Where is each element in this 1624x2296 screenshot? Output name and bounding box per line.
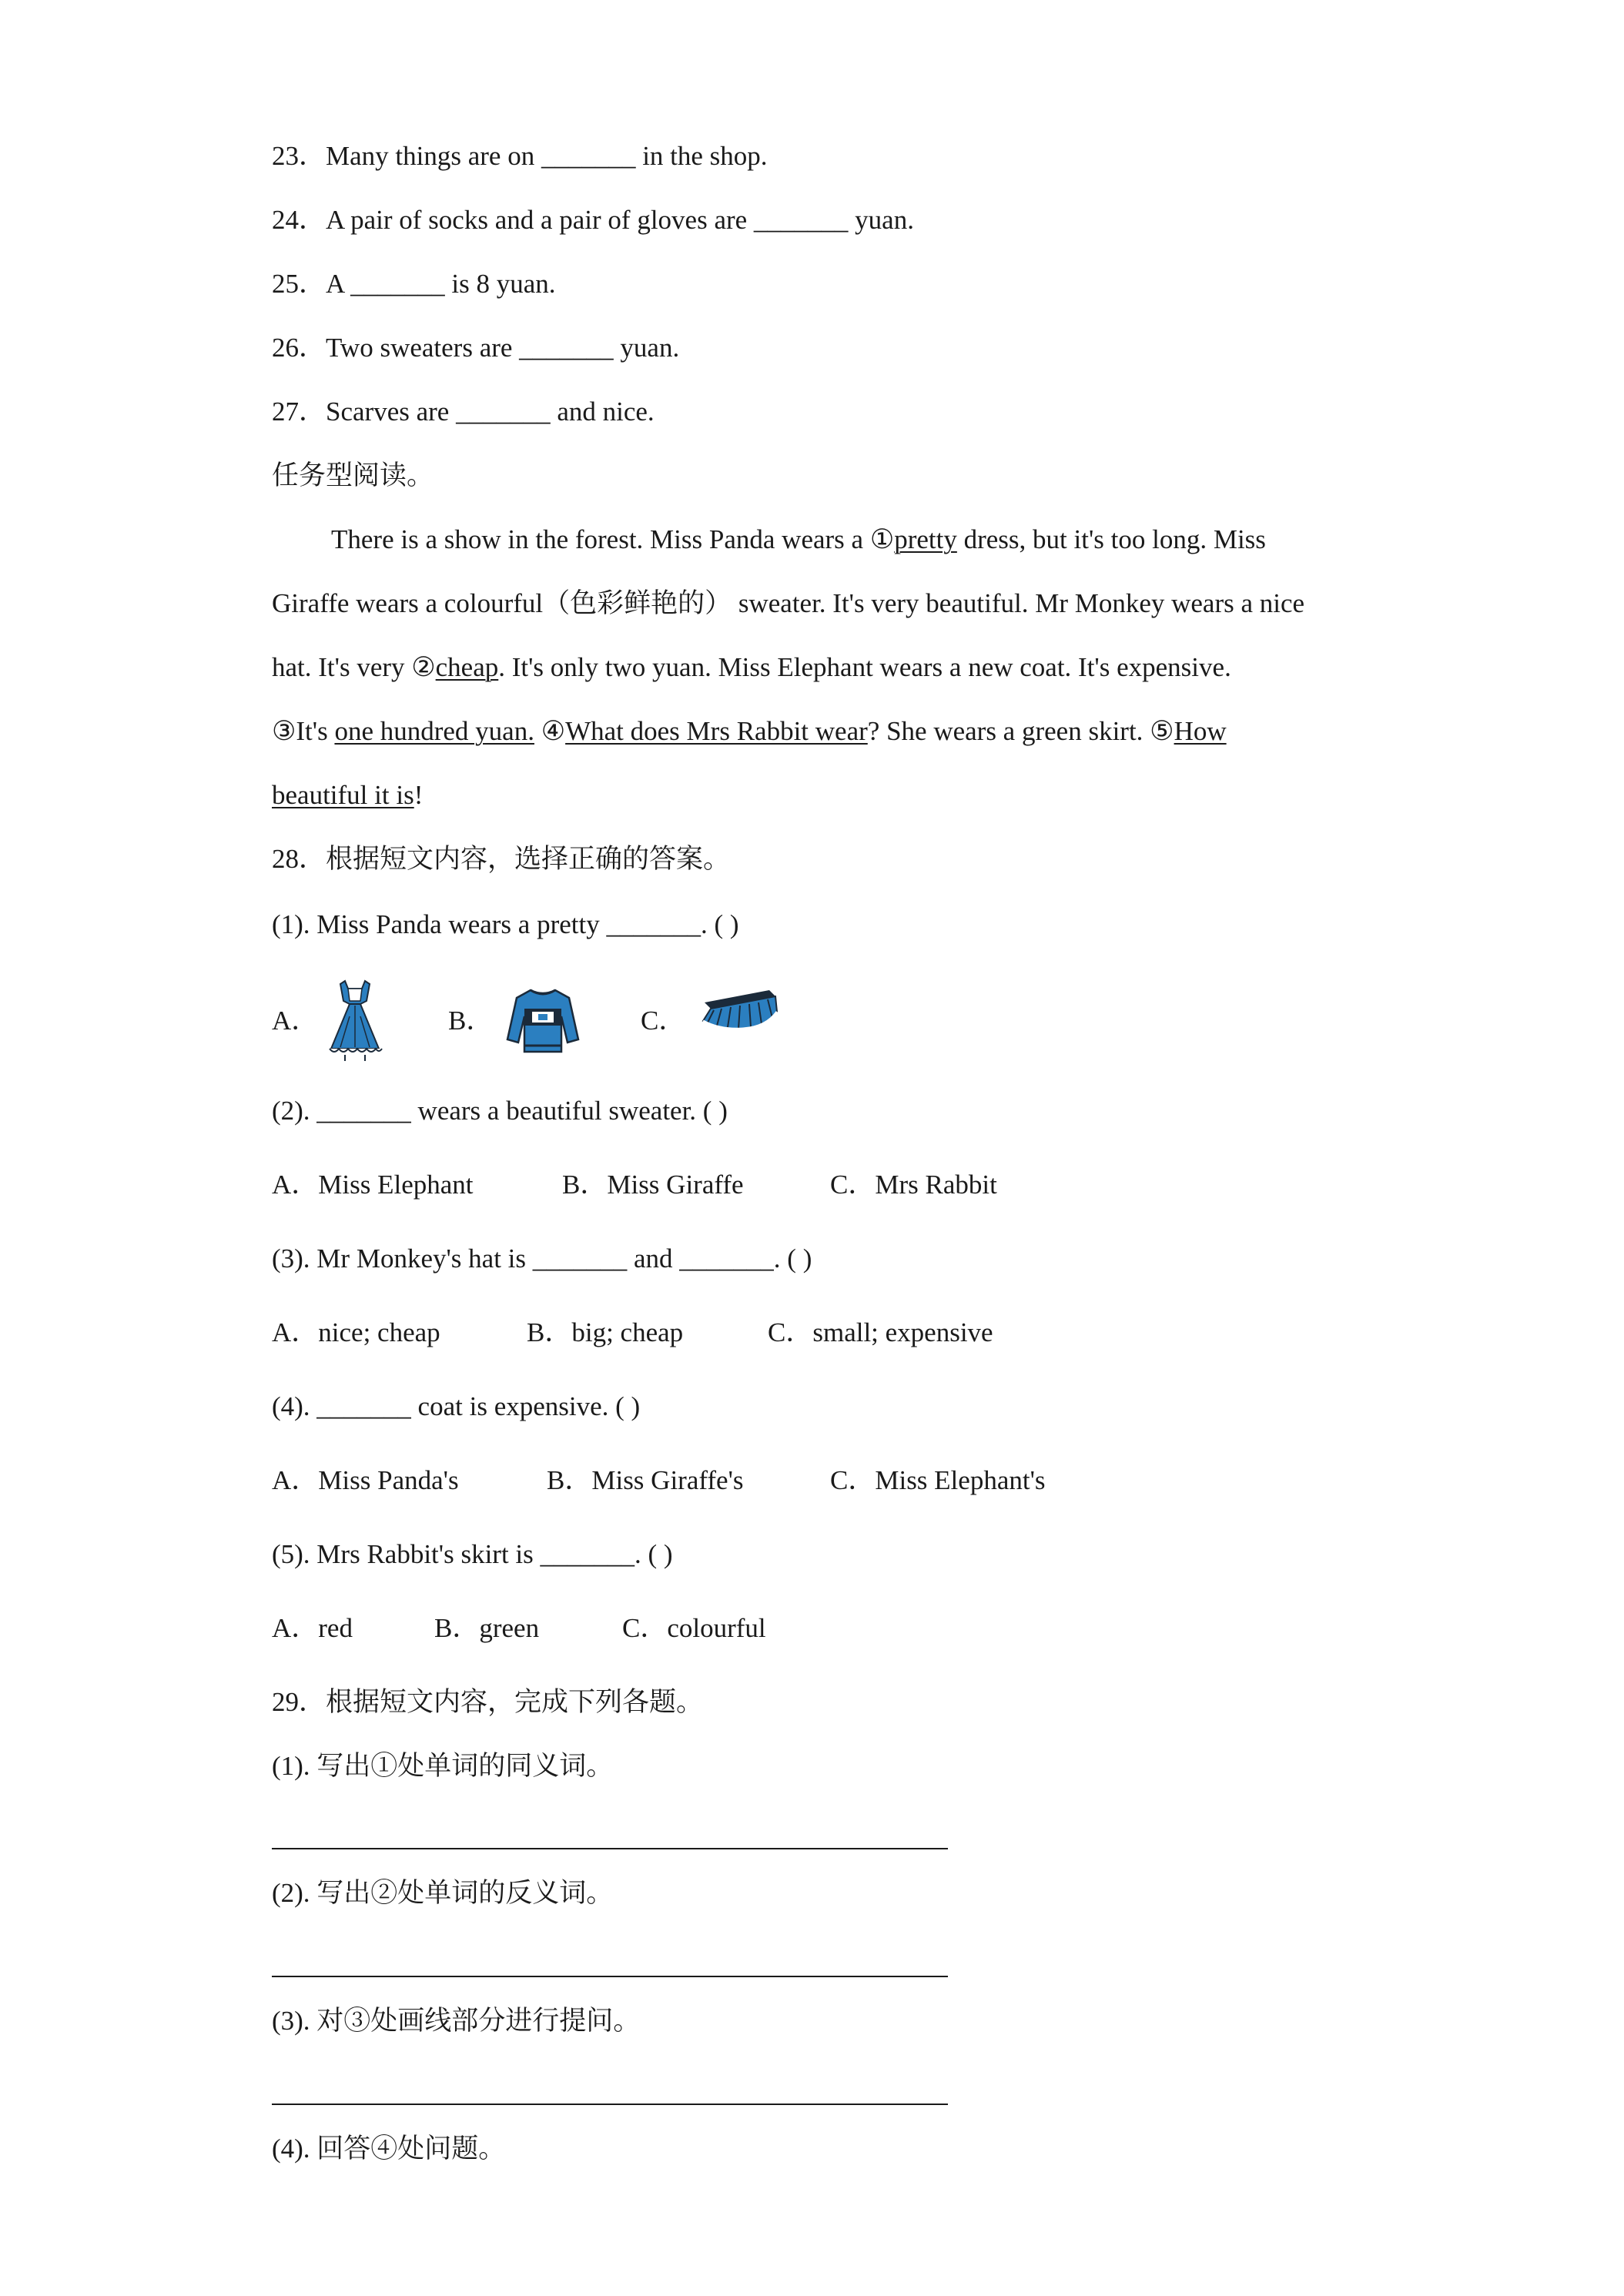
q28-3-option-a: A．nice; cheap <box>272 1317 440 1347</box>
q28-4-option-a: A．Miss Panda's <box>272 1465 459 1495</box>
question-27: 27．Scarves are _______ and nice. <box>272 397 655 427</box>
q28-5-option-b: B．green <box>434 1613 540 1643</box>
q28-3-stem: (3). Mr Monkey's hat is _______ and _______. ( ) <box>272 1243 812 1274</box>
q28-5-option-a: A．red <box>272 1613 353 1643</box>
passage-line-2: Giraffe wears a colourful（色彩鲜艳的） sweater. It's very beautiful. Mr Monkey wears a nice <box>272 588 1305 618</box>
q28-4-option-c: C．Miss Elephant's <box>830 1465 1046 1495</box>
q28-1-option-c-label: C． <box>641 1006 686 1036</box>
question-25: 25．A _______ is 8 yuan. <box>272 269 556 299</box>
passage-line-5: beautiful it is! <box>272 780 424 810</box>
q28-2-option-a: A．Miss Elephant <box>272 1170 474 1200</box>
skirt-icon <box>697 987 782 1037</box>
question-23: 23．Many things are on _______ in the shop. <box>272 141 768 171</box>
q28-3-option-c: C．small; expensive <box>768 1317 993 1347</box>
q28-1-option-a-label: A． <box>272 1006 319 1036</box>
q28-4-stem: (4). _______ coat is expensive. ( ) <box>272 1391 641 1421</box>
q28-2-option-b: B．Miss Giraffe <box>562 1170 744 1200</box>
q29-4-prompt: (4). 回答④处问题。 <box>272 2134 506 2164</box>
passage-line-3: hat. It's very ②cheap. It's only two yuan. Miss Elephant wears a new coat. It's expensive. <box>272 652 1231 682</box>
q28-2-option-c: C．Mrs Rabbit <box>830 1170 997 1200</box>
q29-3-answer-line[interactable] <box>272 2104 948 2105</box>
section-title: 任务型阅读。 <box>272 460 434 490</box>
sweater-icon <box>504 986 581 1060</box>
q28-5-stem: (5). Mrs Rabbit's skirt is _______. ( ) <box>272 1539 673 1569</box>
q29-1-answer-line[interactable] <box>272 1848 948 1849</box>
q29-2-prompt: (2). 写出②处单词的反义词。 <box>272 1878 614 1908</box>
q28-1-option-b-label: B． <box>448 1006 494 1036</box>
q29-1-prompt: (1). 写出①处单词的同义词。 <box>272 1751 614 1781</box>
q28-5-option-c: C．colourful <box>622 1613 766 1643</box>
q29-3-prompt: (3). 对③处画线部分进行提问。 <box>272 2006 641 2036</box>
question-26: 26．Two sweaters are _______ yuan. <box>272 333 680 363</box>
q28-4-option-b: B．Miss Giraffe's <box>547 1465 744 1495</box>
question-29-title: 29．根据短文内容，完成下列各题。 <box>272 1687 704 1717</box>
q29-2-answer-line[interactable] <box>272 1976 948 1977</box>
dress-icon <box>322 978 388 1066</box>
q28-1-stem: (1). Miss Panda wears a pretty _______. ( ) <box>272 909 739 939</box>
q28-2-stem: (2). _______ wears a beautiful sweater. ( ) <box>272 1096 728 1126</box>
passage-line-4: ③It's one hundred yuan. ④What does Mrs Rabbit wear? She wears a green skirt. ⑤How <box>272 716 1227 746</box>
passage-line-1: There is a show in the forest. Miss Panda wears a ①pretty dress, but it's too long. Miss <box>331 524 1266 554</box>
question-24: 24．A pair of socks and a pair of gloves are _______ yuan. <box>272 205 914 235</box>
question-28-title: 28．根据短文内容，选择正确的答案。 <box>272 844 731 874</box>
q28-3-option-b: B．big; cheap <box>527 1317 684 1347</box>
